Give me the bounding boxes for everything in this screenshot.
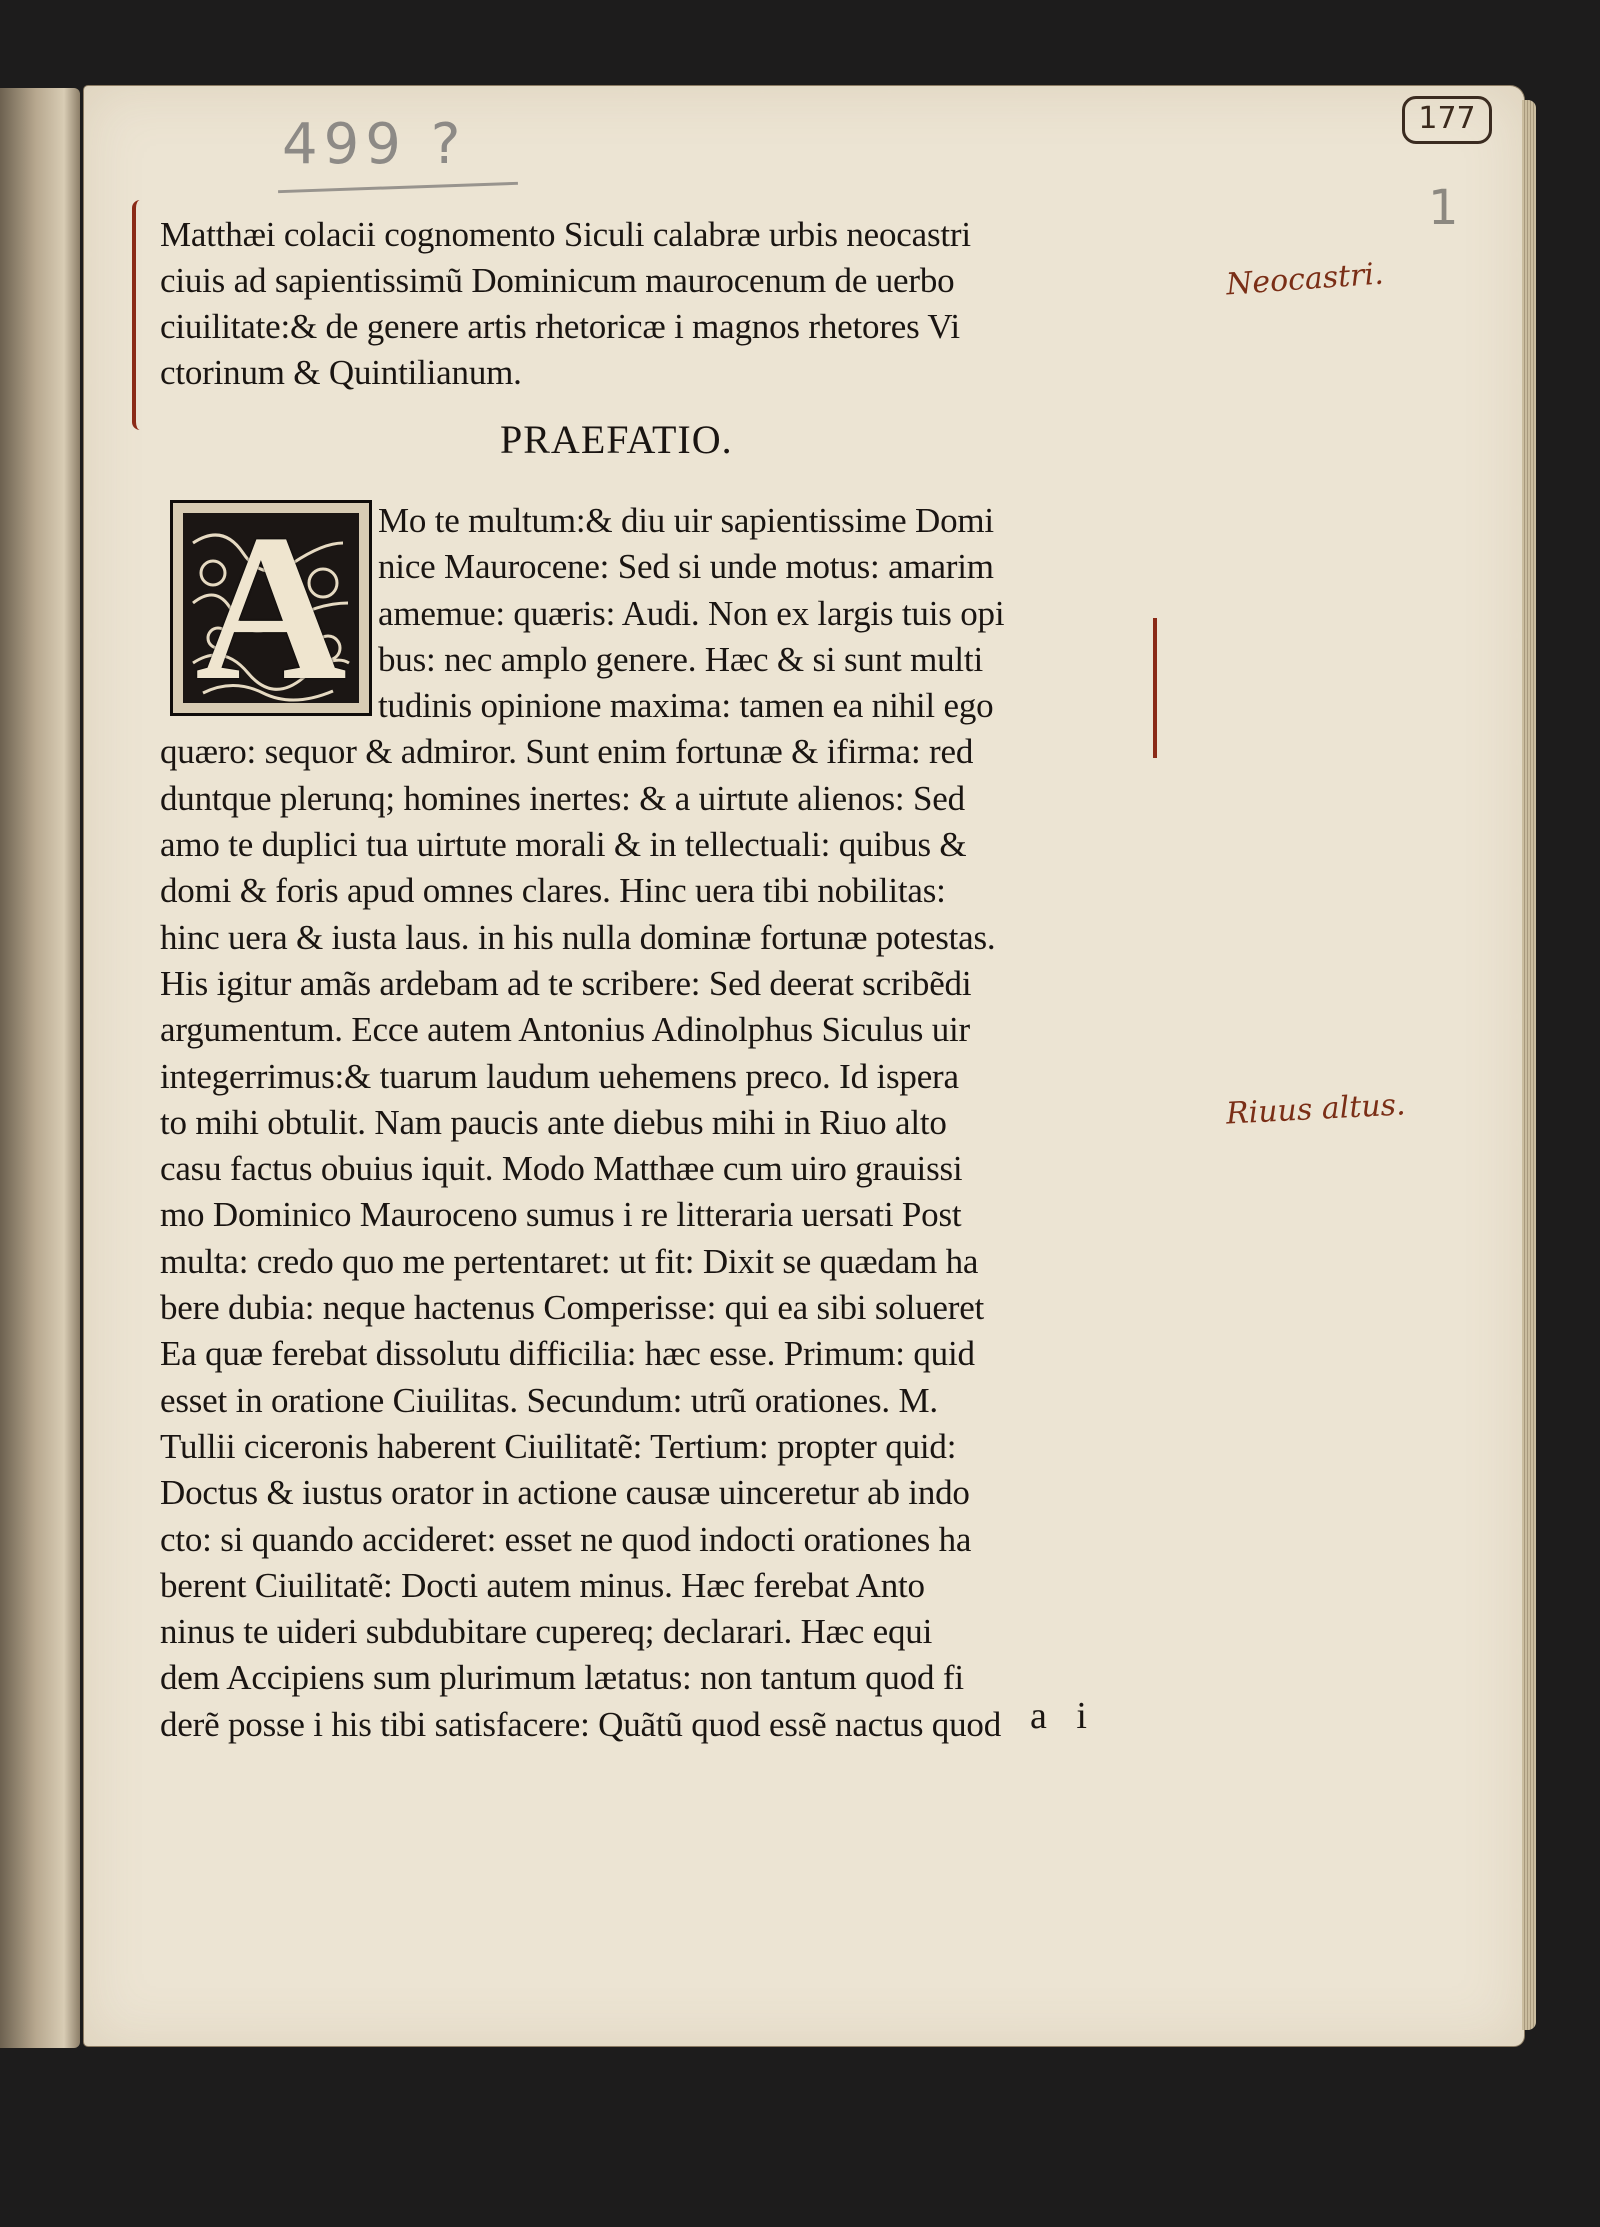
pencil-mark: 1: [1428, 180, 1459, 236]
body-line: dem Accipiens sum plurimum lætatus: non tantum quod fi: [160, 1658, 964, 1698]
title-line: ctorinum & Quintilianum.: [160, 353, 522, 392]
page-stack-edge: [1522, 100, 1536, 2030]
body-line: casu factus obuius iquit. Modo Matthæe cum uiro grauissi: [160, 1149, 963, 1189]
printed-text: [160, 212, 1150, 1748]
body-line: tudinis opinione maxima: tamen ea nihil ego: [378, 686, 994, 726]
body-line: Ea quæ ferebat dissolutu difficilia: hæc esse. Primum: quid: [160, 1334, 975, 1374]
facing-page-edge: [0, 88, 80, 2048]
margin-note-riuus: Riuus altus.: [1225, 1087, 1407, 1132]
body-text: [160, 498, 1150, 1748]
body-line: Doctus & iustus orator in actione causæ uinceretur ab indo: [160, 1473, 970, 1513]
pencil-shelfmark: 499 ?: [282, 112, 467, 177]
body-line: domi & foris apud omnes clares. Hinc uera tibi nobilitas:: [160, 871, 946, 911]
title-block: [160, 212, 1150, 396]
title-line: ciuilitate:& de genere artis rhetoricæ i magnos rhetores Vi: [160, 307, 960, 346]
body-line: ninus te uideri subdubitare cupereq; declarari. Hæc equi: [160, 1612, 933, 1652]
body-line: bus: nec amplo genere. Hæc & si sunt multi: [378, 639, 983, 679]
title-line: Matthæi colacii cognomento Siculi calabræ urbis neocastri: [160, 215, 971, 254]
body-line: cto: si quando accideret: esset ne quod indocti orationes ha: [160, 1519, 972, 1559]
body-line: hinc uera & iusta laus. in his nulla dominæ fortunæ potestas.: [160, 917, 996, 957]
body-line: nice Maurocene: Sed si unde motus: amarim: [378, 547, 994, 587]
body-line: His igitur amãs ardebam ad te scribere: Sed deerat scribẽdi: [160, 963, 972, 1003]
body-line: Tullii ciceronis haberent Ciuilitatẽ: Tertium: propter quid:: [160, 1426, 957, 1466]
body-line: amemue: quæris: Audi. Non ex largis tuis opi: [378, 593, 1005, 633]
body-line: berent Ciuilitatẽ: Docti autem minus. Hæc ferebat Anto: [160, 1565, 925, 1605]
signature-mark: a i: [1030, 1695, 1097, 1737]
initial-letter: A: [195, 500, 347, 716]
body-line: bere dubia: neque hactenus Comperisse: qui ea sibi solueret: [160, 1288, 985, 1328]
body-line: integerrimus:& tuarum laudum uehemens preco. Id ispera: [160, 1056, 959, 1096]
body-line: derẽ posse i his tibi satisfacere: Quãtũ quod essẽ nactus quod: [160, 1704, 1001, 1744]
body-line: duntque plerunq; homines inertes: & a uirtute alienos: Sed: [160, 778, 965, 818]
body-line: argumentum. Ecce autem Antonius Adinolphus Siculus uir: [160, 1010, 970, 1050]
body-line: Mo te multum:& diu uir sapientissime Domi: [378, 501, 994, 540]
body-line: multa: credo quo me pertentaret: ut fit: Dixit se quædam ha: [160, 1241, 979, 1281]
folio-number: 177: [1402, 96, 1492, 144]
body-line: mo Dominico Mauroceno sumus i re litteraria uersati Post: [160, 1195, 962, 1235]
body-line: amo te duplici tua uirtute morali & in tellectuali: quibus &: [160, 825, 967, 865]
section-heading: PRAEFATIO.: [500, 417, 733, 462]
margin-note-neocastri: Neocastri.: [1224, 256, 1385, 303]
decorated-initial: [170, 500, 372, 716]
rubric-bracket-left: [132, 200, 160, 430]
body-line: quæro: sequor & admiror. Sunt enim fortunæ & ifirma: red: [160, 732, 974, 772]
title-line: ciuis ad sapientissimũ Dominicum maurocenum de uerbo: [160, 261, 955, 300]
body-line: esset in oratione Ciuilitas. Secundum: utrũ orationes. M.: [160, 1380, 938, 1420]
body-line: to mihi obtulit. Nam paucis ante diebus mihi in Riuo alto: [160, 1102, 947, 1142]
